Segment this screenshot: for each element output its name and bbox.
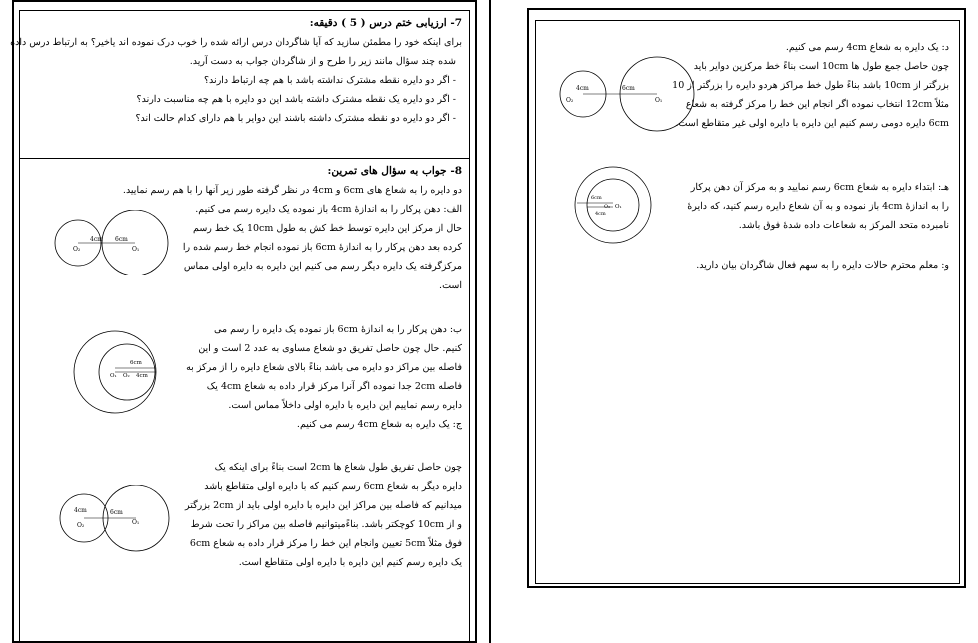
part-a-line: است.	[439, 280, 462, 291]
part-d-text	[672, 38, 949, 133]
section7-line: - اگر دو دایره دو نقطه مشترک داشته باشند این دوایر با هم دارای کدام حالت اند؟	[135, 113, 456, 124]
part-b-line: ج: یک دایره به شعاع 4cm رسم می کنیم.	[296, 419, 462, 430]
part-b-line: کنیم. حال چون حاصل تفریق دو شعاع مساوی به عدد 2 است و این	[198, 343, 462, 354]
part-b-line: فاصله بین مراکز دو دایره می باشد بناءً بالای شعاع دایره را از مرکز به	[186, 362, 462, 373]
part-b-line: دایره رسم نماییم این دایره با دایره اولی داخلاً مماس است.	[228, 400, 462, 411]
circle-outer	[575, 167, 651, 243]
part-c-line: فوق مثلاً 5cm تعیین وانجام این خط را مرکز قرار داده به شعاع 6cm	[189, 538, 462, 549]
label-o1: O₁	[110, 373, 117, 379]
label-r2: 4cm	[595, 211, 606, 217]
label-r2: 6cm	[622, 85, 635, 92]
section7-line: - اگر دو دایره نقطه مشترک نداشته باشد با هم چه ارتباط دارند؟	[204, 75, 456, 86]
part-d-line: چون حاصل جمع طول ها 10cm است بناءً خط مرکزین دوایر باید	[693, 61, 949, 72]
label-r2: 6cm	[115, 236, 128, 243]
part-c-line: چون حاصل تفریق طول شعاع ها 2cm است بناءً برای اینکه یک	[214, 462, 462, 473]
closing-line: و: معلم محترم حالات دایره را به سهم فعال شاگردان بیان دارید.	[696, 260, 949, 271]
label-r1: 6cm	[130, 360, 142, 366]
label-o2: O₂	[77, 522, 85, 529]
part-a-line: مرکزگرفته یک دایره دیگر رسم می کنیم این دایره به دایره اولی مماس	[183, 261, 462, 272]
label-o2: O₂	[566, 97, 574, 104]
section7-line: شده چند سؤال مانند زیر را طرح و از شاگردان جواب به دست آرید.	[189, 56, 456, 67]
section8-heading: 8- جواب به سؤال های تمرین:	[327, 165, 462, 177]
circle-large	[102, 210, 168, 275]
label-r1: 4cm	[74, 507, 87, 514]
label-r1: 4cm	[90, 236, 103, 243]
section7-line: - اگر دو دایره یک نقطه مشترک داشته باشد این دو دایره با هم چه مناسبت دارند؟	[136, 94, 456, 105]
figure-concentric	[573, 164, 653, 246]
label-r1: 6cm	[591, 195, 602, 201]
section8-header	[26, 162, 462, 200]
page-separator	[489, 0, 491, 643]
part-c-text	[174, 458, 462, 572]
label-o2: O₂	[73, 246, 81, 253]
part-c-line: یک دایره رسم کنیم این دایره با دایره اولی متقاطع است.	[238, 557, 462, 568]
label-r2: 4cm	[136, 373, 148, 379]
part-b-text	[174, 320, 462, 434]
part-c-line: و از 10cm کوچکتر باشد. بناءًمیتوانیم فاصله بین مراکز را تحت شرط	[190, 519, 462, 530]
part-b-line: فاصله 2cm جدا نموده اگر آنرا مرکز قرار داده به شعاع 4cm یک	[206, 381, 462, 392]
part-d-line: د: یک دایره به شعاع 4cm رسم می کنیم.	[785, 42, 949, 53]
section7-line: برای اینکه خود را مطمئن سازید که آیا شاگردان درس ارائه شده را خوب درک نموده اند یاخیر؟ به ارتباط درس داده	[10, 37, 462, 48]
part-d-line: 6cm دایره دومی رسم کنیم این دایره با دایره اولی غیر متقاطع است.	[675, 118, 949, 129]
part-a-line: الف: دهن پرکار را به اندازۀ 4cm باز نموده یک دایره رسم می کنیم.	[195, 204, 462, 215]
part-a-text	[174, 200, 462, 295]
figure-external-tangent	[52, 210, 177, 275]
section7-heading: 7- ارزیابی ختم درس ( 5 ) دقیقه:	[309, 17, 462, 29]
figure-internal-tangent	[70, 330, 160, 416]
part-h-text	[677, 178, 949, 235]
part-c-line: دایره دیگر به شعاع 6cm رسم کنیم که با دایره اولی متقاطع باشد	[204, 481, 462, 492]
section7	[10, 14, 462, 128]
part-d-line: مثلاً 12cm انتخاب نموده اگر انجام این خط را مرکز گرفته به شعاع	[685, 99, 949, 110]
part-b-line: ب: دهن پرکار را به اندازۀ 6cm باز نموده یک دایره را رسم می	[214, 324, 462, 335]
part-h-line: نامبرده متحد المرکز به شعاعات داده شدۀ فوق باشد.	[738, 220, 949, 231]
label-o1: O₁	[655, 97, 663, 104]
label-o1: O₁	[132, 246, 140, 253]
figure-intersecting	[54, 485, 174, 553]
figure-separate	[559, 56, 699, 136]
label-r2: 6cm	[110, 509, 123, 516]
part-a-line: حال از مرکز این دایره توسط خط کش به طول 10cm یک خط رسم	[193, 223, 462, 234]
section8-intro: دو دایره را به شعاع های 6cm و 4cm در نظر گرفته طور زیر آنها را با هم رسم نمایید.	[122, 185, 462, 196]
part-h-line: را به اندازۀ 4cm باز نموده و به آن شعاع دایره رسم کنید، که دایرۀ	[687, 201, 949, 212]
label-o1: O₁	[132, 519, 140, 526]
closing-text	[679, 256, 949, 275]
label-r1: 4cm	[576, 85, 589, 92]
part-a-line: کرده بعد دهن پرکار را به اندازۀ 6cm باز نموده انجام خط رسم شده را	[182, 242, 462, 253]
section-divider	[19, 158, 470, 159]
part-c-line: میدانیم که فاصله بین مراکز این دایره با دایره اولی باید از 2cm بزرگتر	[185, 500, 462, 511]
label-o1: O₁	[615, 204, 622, 210]
part-h-line: هـ: ابتداء دایره به شعاع 6cm رسم نمایید و به مرکز آن دهن پرکار	[690, 182, 949, 193]
circle-inner	[587, 179, 639, 231]
left-page	[12, 0, 477, 643]
label-o2: O₂	[123, 373, 130, 379]
right-page	[527, 8, 966, 588]
part-d-line: بزرگتر از 10cm باشد بناءً طول خط مراکز هردو دایره را بزرگتر از 10	[672, 80, 949, 91]
label-o2: O₂	[604, 204, 611, 210]
